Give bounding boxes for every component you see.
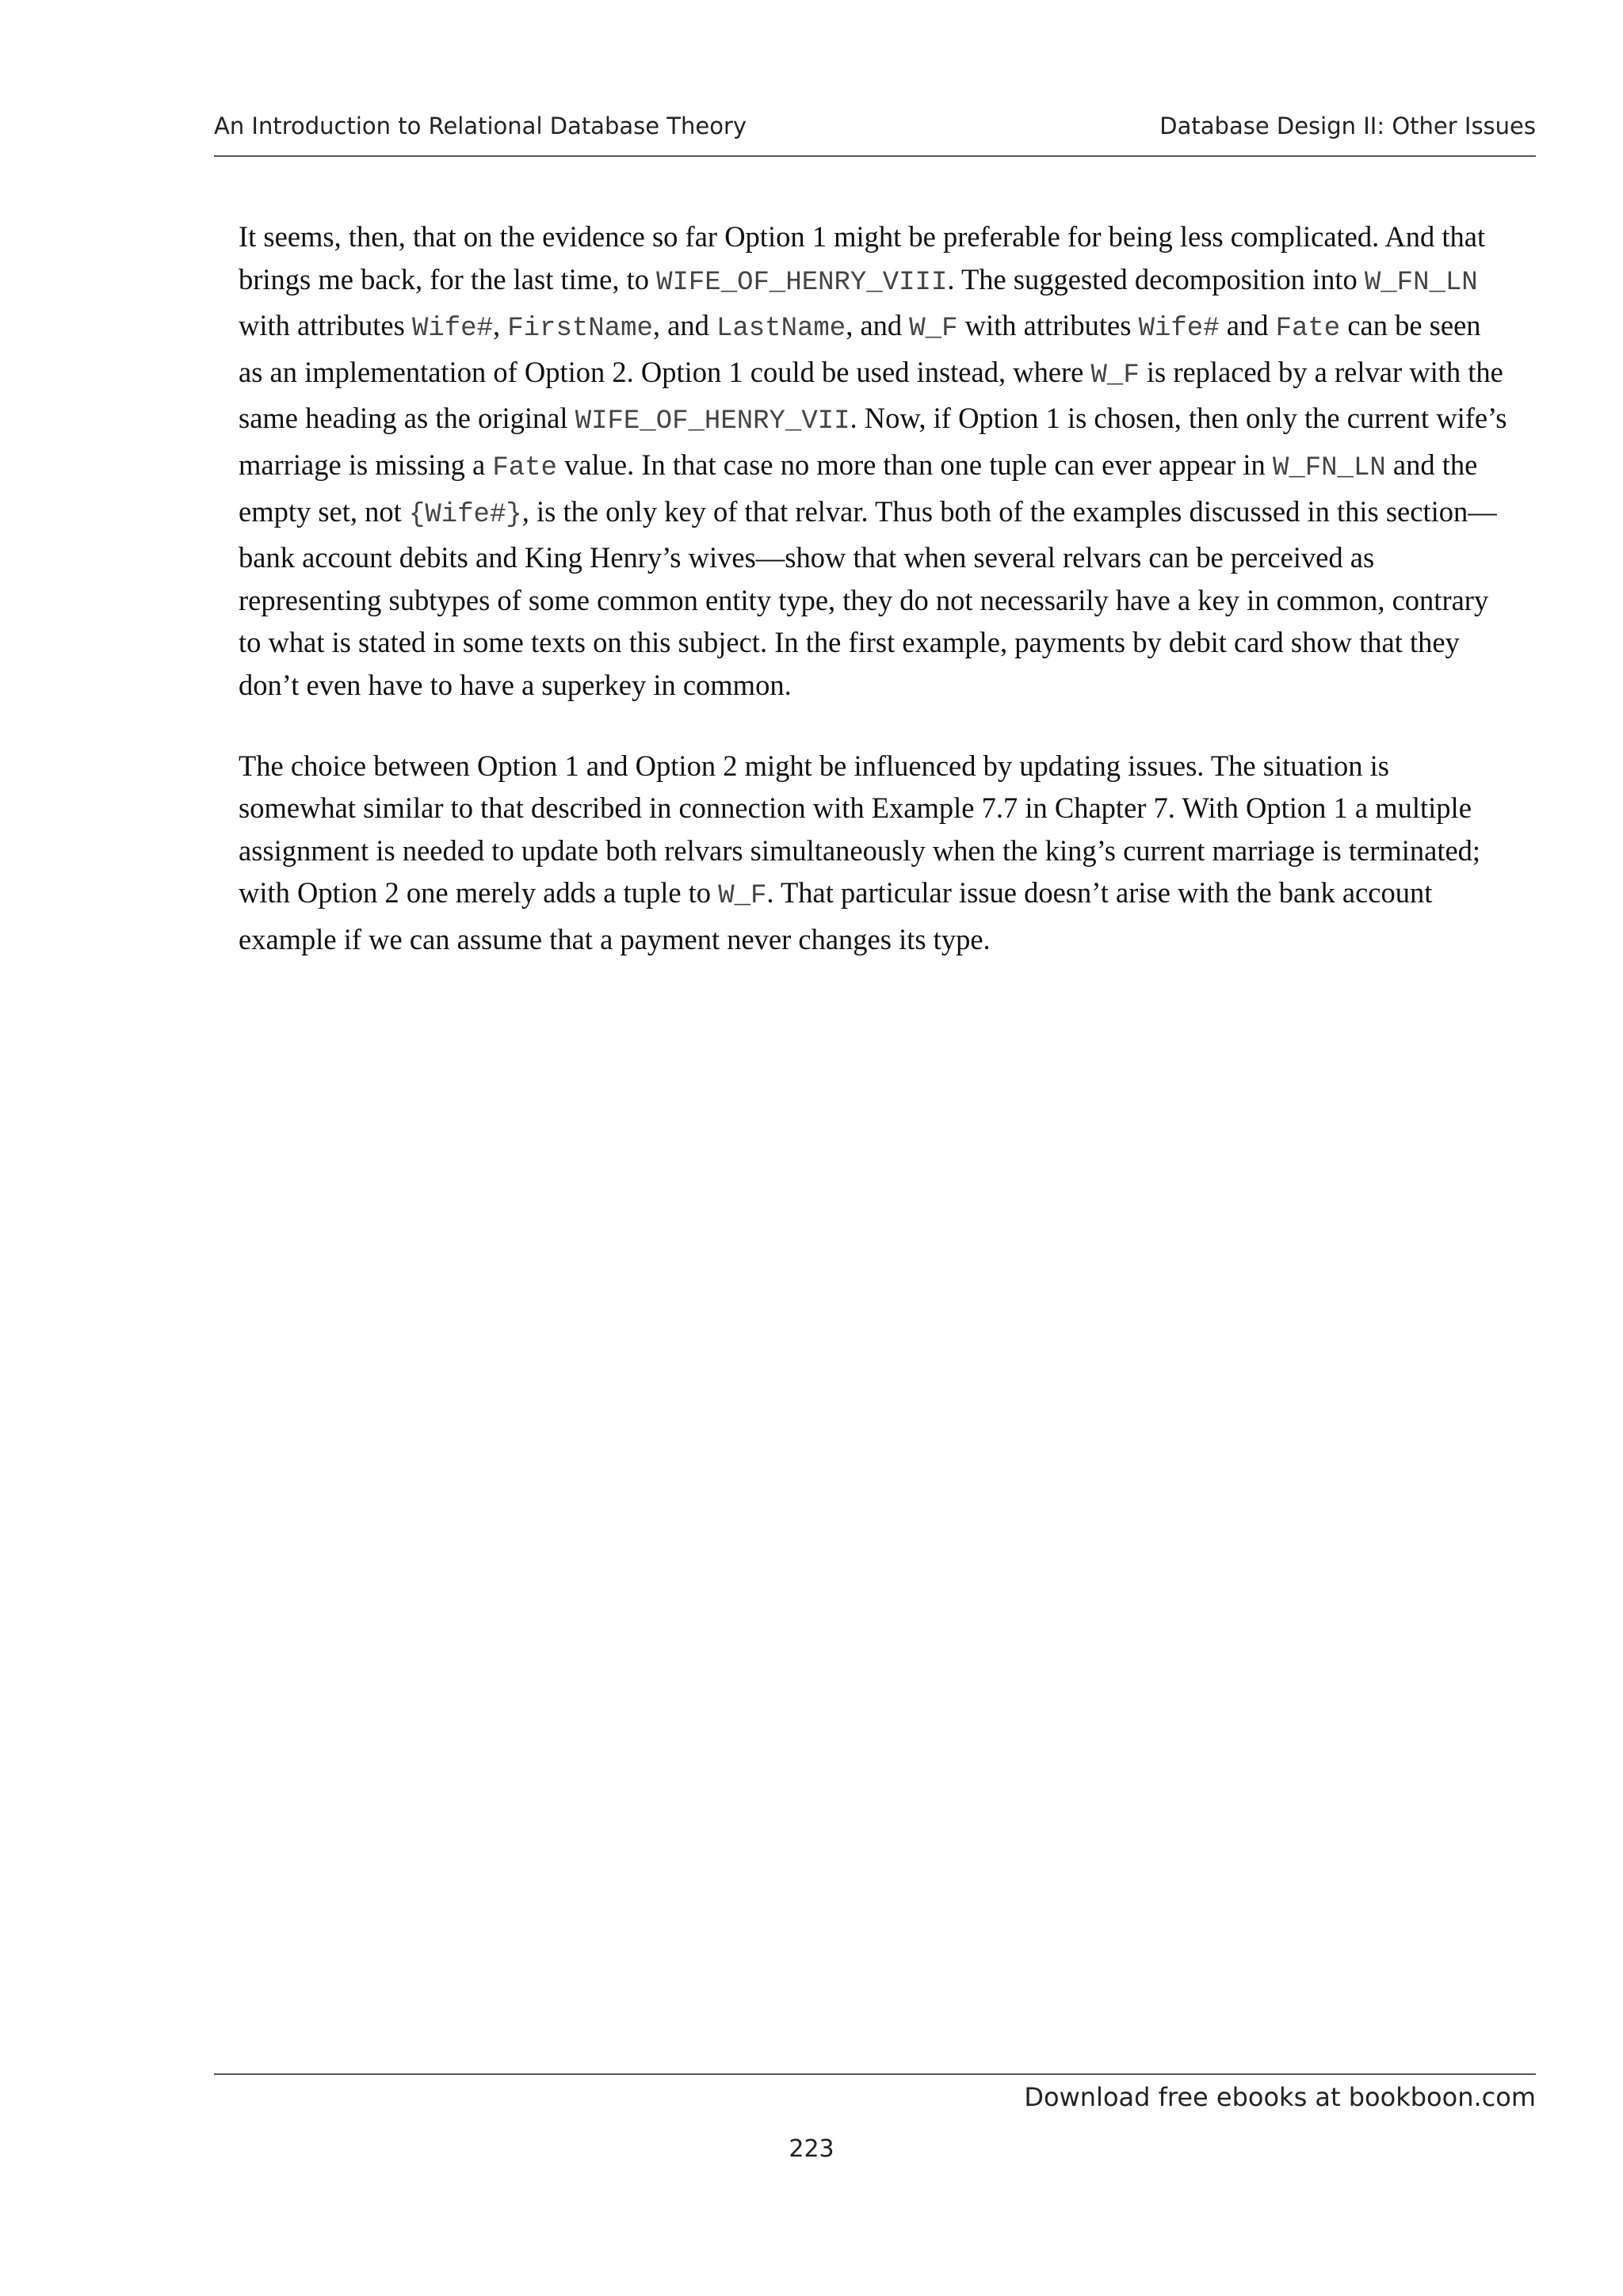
text-run: , and <box>846 309 910 342</box>
text-run: . The suggested decomposition into <box>947 262 1365 296</box>
text-run: . That particular issue doesn’t arise with the bank account example if we can assume that a payment never changes its type. <box>239 876 1433 955</box>
text-run: with attributes <box>957 309 1139 342</box>
code-identifier: W_FN_LN <box>1272 452 1386 483</box>
code-identifier: Fate <box>1275 314 1341 345</box>
footer-download-link[interactable]: Download free ebooks at bookboon.com <box>1024 2082 1536 2112</box>
code-identifier: WIFE_OF_HENRY_VII <box>575 406 850 437</box>
text-run: , and <box>652 309 716 342</box>
text-run: , is the only key of that relvar. Thus both of the examples discussed in this section—bank account debits and King Henry’s wives—show that when several relvars can be perceived as representing subtypes of some common entity type, they do not necessarily have a key in common, contrary to what is stated in some texts on this subject. In the first example, payments by debit card show that they don’t even have to have a superkey in common. <box>239 494 1497 701</box>
code-identifier: {Wife#} <box>408 499 522 530</box>
code-identifier: FirstName <box>507 314 653 345</box>
code-identifier: Fate <box>492 452 557 483</box>
paragraph <box>239 745 1510 961</box>
body-text <box>239 215 1510 999</box>
code-identifier: W_F <box>909 314 958 345</box>
paragraph <box>239 215 1510 707</box>
text-run: can be seen as an implementation of Option 2. Option 1 could be used instead, where <box>239 309 1481 388</box>
code-identifier: W_F <box>1090 360 1140 391</box>
code-identifier: W_FN_LN <box>1364 267 1478 298</box>
code-identifier: Wife# <box>411 314 493 345</box>
text-run: and the empty set, not <box>239 448 1478 528</box>
header-chapter-title: Database Design II: Other Issues <box>1159 113 1536 139</box>
page-number: 223 <box>789 2135 834 2163</box>
code-identifier: LastName <box>716 314 846 345</box>
text-run: . Now, if Option 1 is chosen, then only the current wife’s marriage is missing a <box>239 402 1507 481</box>
text-run: It seems, then, that on the evidence so far Option 1 might be preferable for being less complicated. And that brings me back, for the last time, to <box>239 220 1486 296</box>
header-book-title: An Introduction to Relational Database Theory <box>214 113 747 139</box>
code-identifier: Wife# <box>1138 314 1220 345</box>
text-run: The choice between Option 1 and Option 2 might be influenced by updating issues. The situation is somewhat similar to that described in connection with Example 7.7 in Chapter 7. With Option 1 a multiple assignment is needed to update both relvars simultaneously when the king’s current marriage is terminated; with Option 2 one merely adds a tuple to <box>239 749 1481 910</box>
text-run: , <box>493 309 508 342</box>
footer-divider <box>214 2073 1536 2075</box>
code-identifier: W_F <box>718 881 767 912</box>
text-run: and <box>1219 309 1276 342</box>
code-identifier: WIFE_OF_HENRY_VIII <box>656 267 948 298</box>
text-run: value. In that case no more than one tuple can ever appear in <box>556 448 1273 481</box>
running-header <box>214 111 1536 157</box>
text-run: with attributes <box>239 309 412 342</box>
text-run: is replaced by a relvar with the same heading as the original <box>239 355 1503 435</box>
